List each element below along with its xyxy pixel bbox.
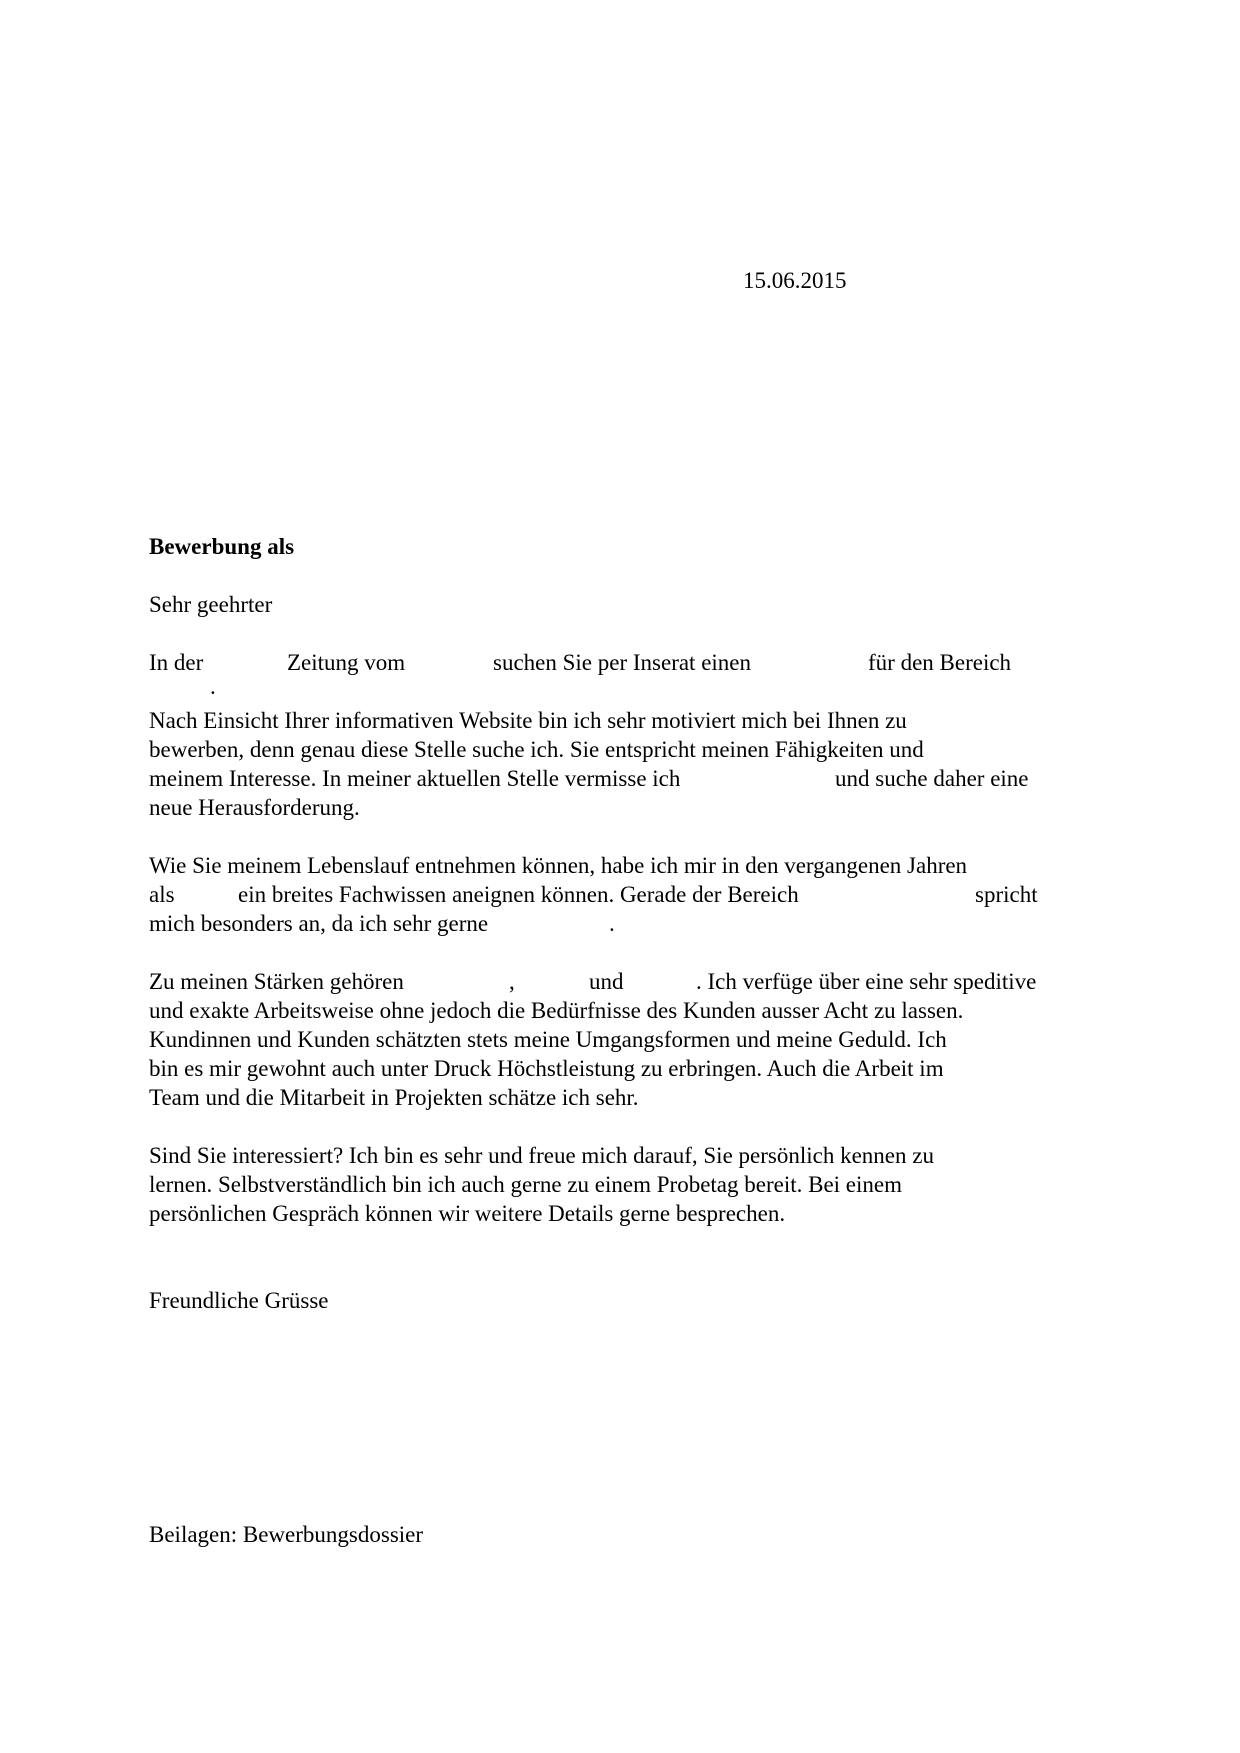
letter-date: 15.06.2015 (743, 268, 847, 293)
text-segment: mich besonders an, da ich sehr gerne (149, 911, 489, 936)
text-segment: . Ich verfüge über eine sehr speditive (696, 969, 1037, 994)
text-segment: . (210, 674, 216, 699)
paragraph-4-line-1 (0, 967, 1240, 997)
paragraph-4-line-2: und exakte Arbeitsweise ohne jedoch die Bedürfnisse des Kunden ausser Acht zu lassen. (149, 998, 964, 1023)
paragraph-3-line-1: Wie Sie meinem Lebenslauf entnehmen können, habe ich mir in den vergangenen Jahren (149, 853, 968, 878)
text-segment: spricht (975, 882, 1038, 907)
paragraph-3-line-3 (0, 909, 1240, 939)
letter-subject: Bewerbung als (149, 534, 295, 559)
paragraph-2-line-1: Nach Einsicht Ihrer informativen Website bin ich sehr motiviert mich bei Ihnen zu (149, 708, 907, 733)
paragraph-2-line-3 (0, 764, 1240, 794)
text-segment: , (509, 969, 515, 994)
text-segment: und suche daher eine (835, 766, 1029, 791)
text-segment: suchen Sie per Inserat einen (493, 650, 752, 675)
paragraph-5-line-3: persönlichen Gespräch können wir weitere Details gerne besprechen. (149, 1201, 786, 1226)
text-segment: Zu meinen Stärken gehören (149, 969, 404, 994)
paragraph-4-line-4: bin es mir gewohnt auch unter Druck Höchstleistung zu erbringen. Auch die Arbeit im (149, 1056, 944, 1081)
letter-closing: Freundliche Grüsse (149, 1288, 329, 1313)
text-segment: für den Bereich (868, 650, 1012, 675)
paragraph-5-line-2: lernen. Selbstverständlich bin ich auch gerne zu einem Probetag bereit. Bei einem (149, 1172, 902, 1197)
paragraph-1-line-2 (0, 672, 1240, 702)
text-segment: In der (149, 650, 204, 675)
paragraph-5-line-1: Sind Sie interessiert? Ich bin es sehr und freue mich darauf, Sie persönlich kennen zu (149, 1143, 934, 1168)
text-segment: als (149, 882, 175, 907)
text-segment: Zeitung vom (287, 650, 406, 675)
paragraph-2-line-2: bewerben, denn genau diese Stelle suche ich. Sie entspricht meinen Fähigkeiten und (149, 737, 924, 762)
paragraph-2-line-4: neue Herausforderung. (149, 795, 360, 820)
paragraph-4-line-5: Team und die Mitarbeit in Projekten schätze ich sehr. (149, 1085, 639, 1110)
letter-enclosure: Beilagen: Bewerbungsdossier (149, 1522, 424, 1547)
text-segment: . (609, 911, 615, 936)
text-segment: und (589, 969, 624, 994)
text-segment: ein breites Fachwissen aneignen können. Gerade der Bereich (238, 882, 799, 907)
paragraph-4-line-3: Kundinnen und Kunden schätzten stets meine Umgangsformen und meine Geduld. Ich (149, 1027, 947, 1052)
text-segment: meinem Interesse. In meiner aktuellen Stelle vermisse ich (149, 766, 681, 791)
letter-salutation: Sehr geehrter (149, 592, 273, 617)
paragraph-3-line-2 (0, 880, 1240, 910)
